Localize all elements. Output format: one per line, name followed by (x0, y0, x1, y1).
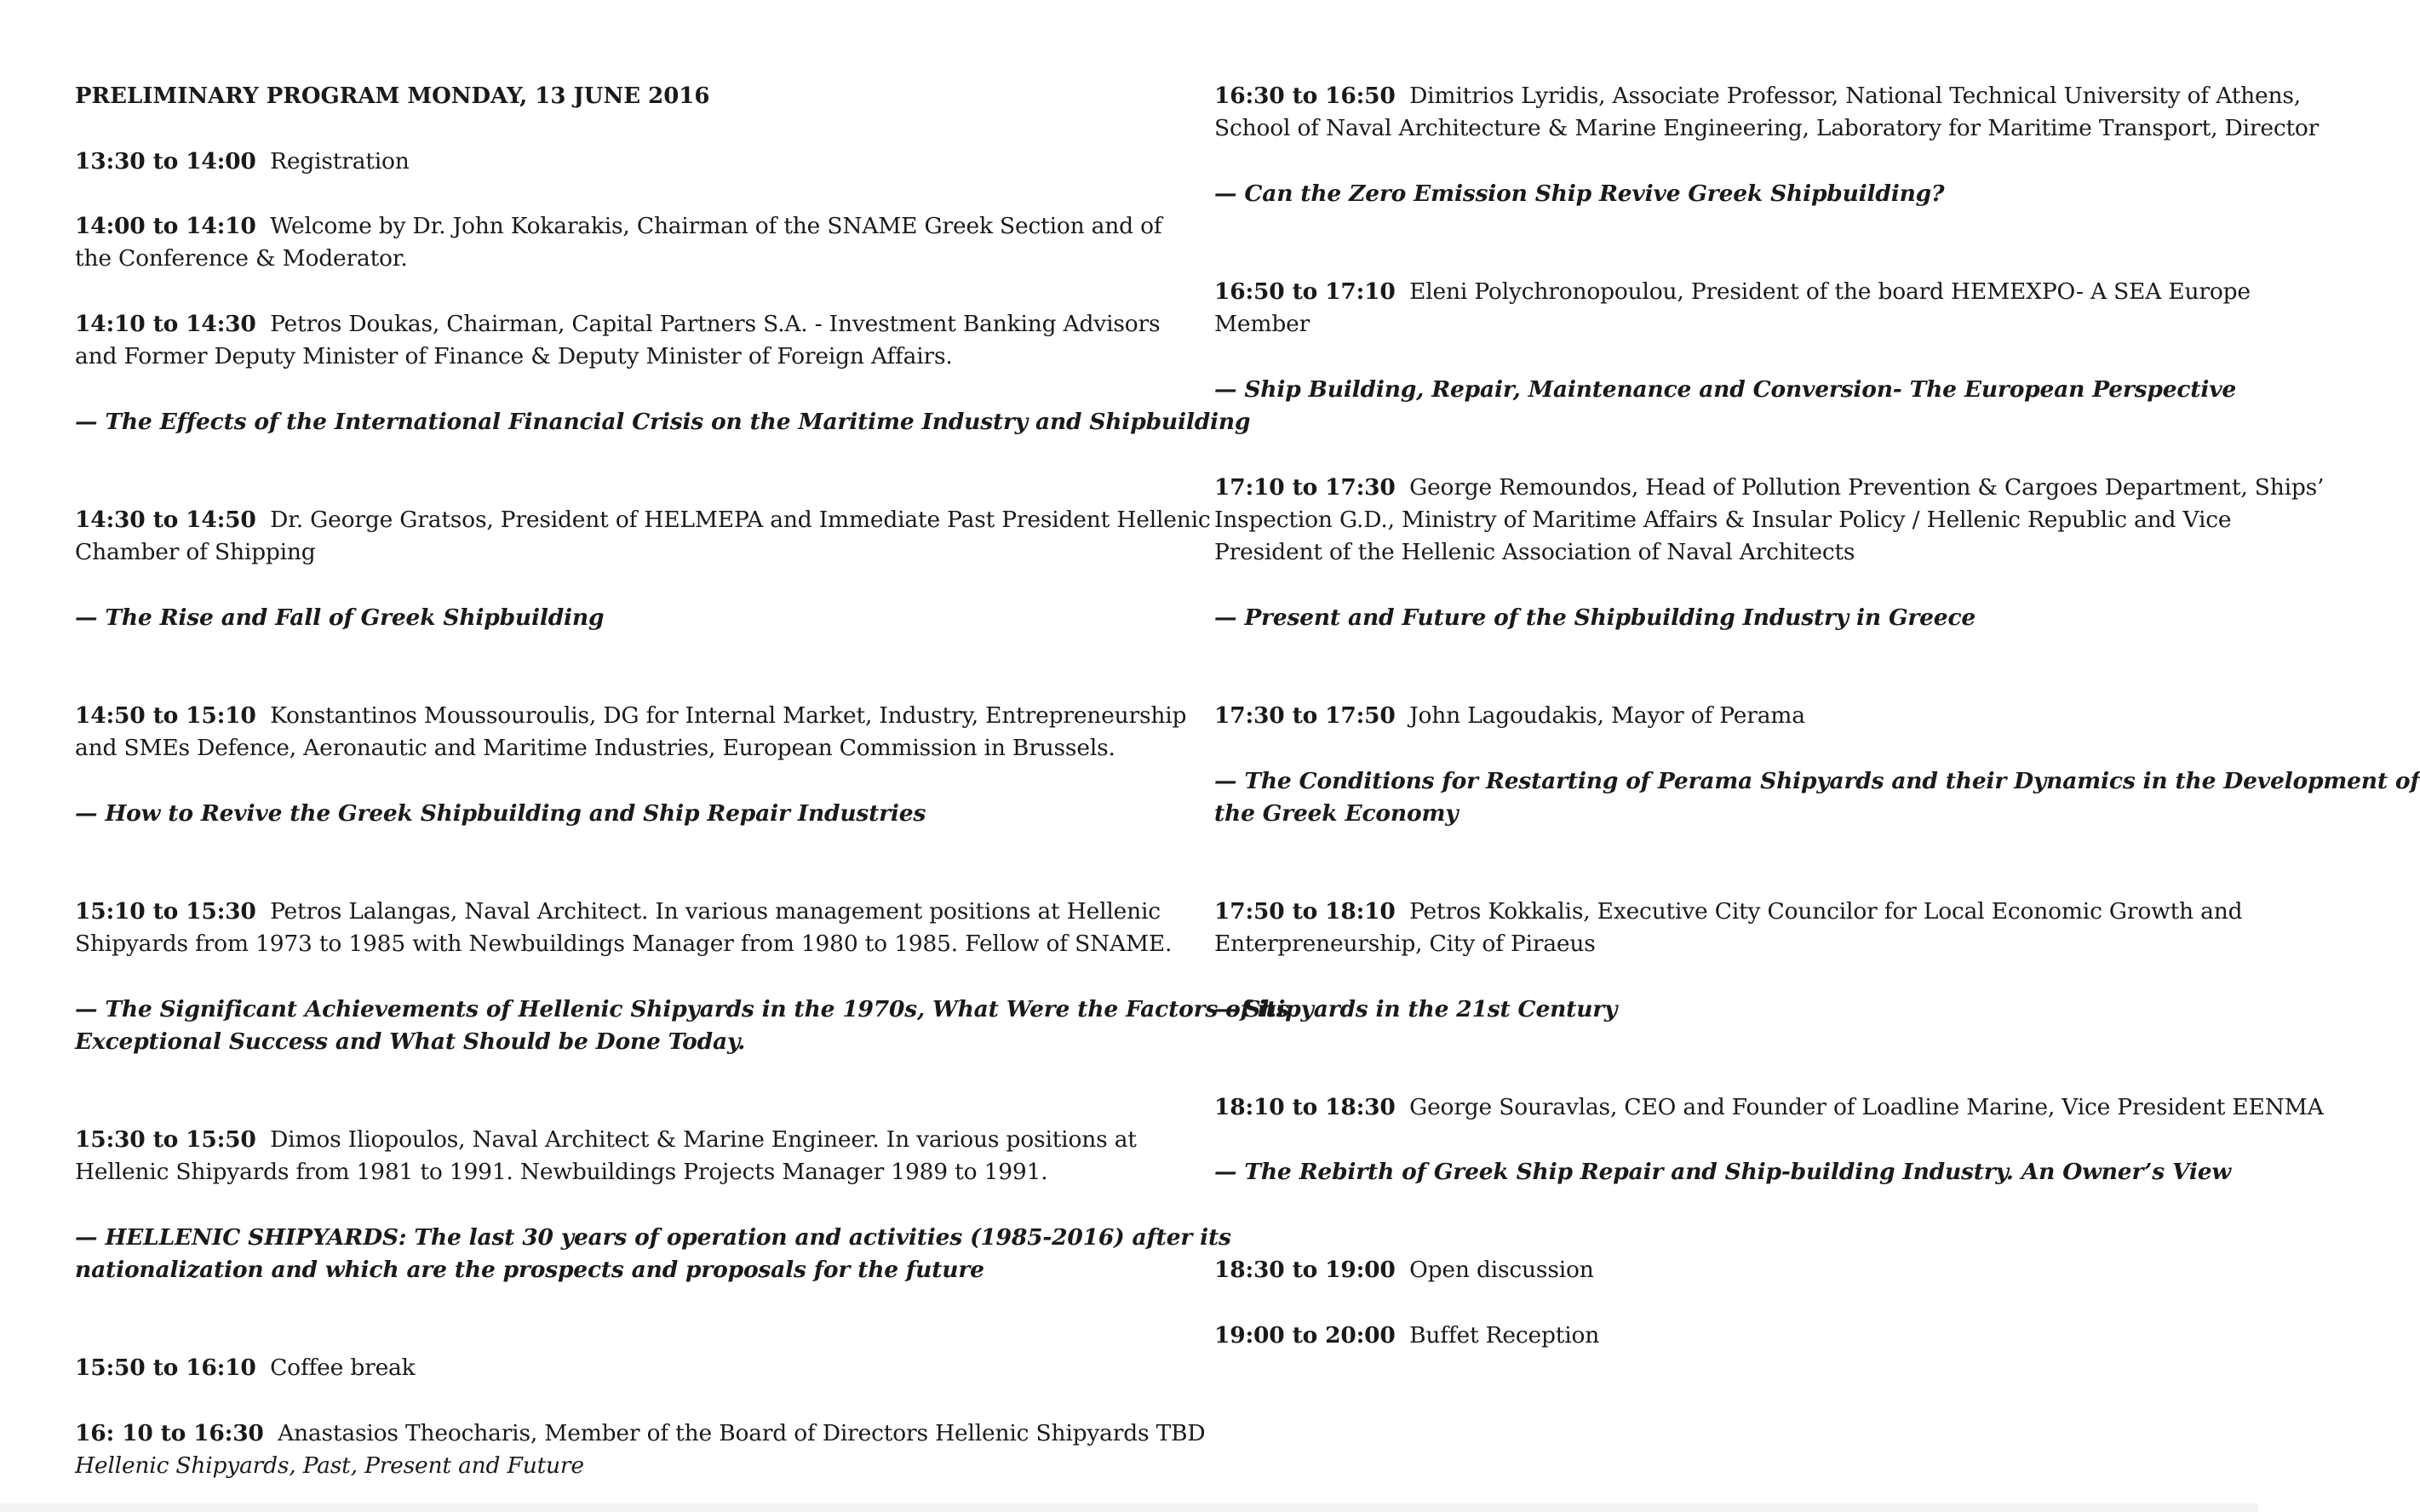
entry-time: 14:10 to 14:30 (75, 311, 256, 337)
entry-time: 16:30 to 16:50 (1214, 83, 1396, 109)
talk-title: — The Rise and Fall of Greek Shipbuilding (75, 604, 605, 631)
entry-description: Buffet Reception (1409, 1322, 1600, 1349)
entry-description: School of Naval Architecture & Marine Engineering, Laboratory for Maritime Transport, Director (1214, 115, 2320, 141)
talk-title: — The Rebirth of Greek Ship Repair and Ship-building Industry. An Owner’s View (1214, 1159, 2231, 1185)
entry-description: Open discussion (1409, 1257, 1594, 1283)
entry-time: 14:50 to 15:10 (75, 702, 256, 729)
entry-time: 17:50 to 18:10 (1214, 898, 1396, 925)
entry-description: the Conference & Moderator. (75, 245, 408, 272)
entry-description: Shipyards from 1973 to 1985 with Newbuildings Manager from 1980 to 1985. Fellow of SNAME. (75, 931, 1173, 957)
entry-description: Chamber of Shipping (75, 539, 316, 565)
entry-time: 16:50 to 17:10 (1214, 278, 1396, 305)
entry-description: and SMEs Defence, Aeronautic and Maritime Industries, European Commission in Brussels. (75, 735, 1115, 761)
talk-title: — The Effects of the International Financial Crisis on the Maritime Industry and Shipbuilding (75, 409, 1251, 435)
talk-title: — Can the Zero Emission Ship Revive Greek Shipbuilding? (1214, 180, 1945, 207)
entry-description: Member (1214, 311, 1310, 337)
talk-title: — Shipyards in the 21st Century (1214, 996, 1618, 1022)
entry-time: 14:00 to 14:10 (75, 213, 256, 239)
talk-title: nationalization and which are the prospects and proposals for the future (75, 1257, 984, 1283)
entry-time: 19:00 to 20:00 (1214, 1322, 1396, 1349)
entry-description: George Remoundos, Head of Pollution Prevention & Cargoes Department, Ships’ (1409, 474, 2325, 501)
talk-title: Exceptional Success and What Should be Done Today. (75, 1028, 746, 1055)
entry-time: 14:30 to 14:50 (75, 507, 256, 533)
entry-description: Welcome by Dr. John Kokarakis, Chairman of the SNAME Greek Section and of (270, 213, 1162, 239)
entry-description: Inspection G.D., Ministry of Maritime Affairs & Insular Policy / Hellenic Republic and Vice (1214, 507, 2232, 533)
entry-description: Dr. George Gratsos, President of HELMEPA and Immediate Past President Hellenic (270, 507, 1211, 533)
entry-description: Petros Lalangas, Naval Architect. In various management positions at Hellenic (270, 898, 1161, 925)
talk-title: — HELLENIC SHIPYARDS: The last 30 years of operation and activities (1985-2016) after its (75, 1224, 1231, 1251)
entry-time: 18:10 to 18:30 (1214, 1094, 1396, 1120)
entry-description: George Souravlas, CEO and Founder of Loadline Marine, Vice President EENMA (1409, 1094, 2324, 1120)
page-title: PRELIMINARY PROGRAM MONDAY, 13 JUNE 2016 (75, 83, 710, 109)
entry-description: John Lagoudakis, Mayor of Perama (1409, 702, 1805, 729)
talk-title: — The Conditions for Restarting of Perama Shipyards and their Dynamics in the Development of (1214, 768, 2420, 794)
talk-title: — The Significant Achievements of Hellenic Shipyards in the 1970s, What Were the Factors of its (75, 996, 1289, 1022)
entry-description: Petros Doukas, Chairman, Capital Partners S.A. - Investment Banking Advisors (270, 311, 1161, 337)
entry-time: 13:30 to 14:00 (75, 148, 256, 175)
talk-title: — Present and Future of the Shipbuilding Industry in Greece (1214, 604, 1976, 631)
entry-time: 15:50 to 16:10 (75, 1354, 256, 1381)
page-bottom-band (0, 1503, 2258, 1512)
entry-description: Registration (270, 148, 410, 175)
talk-title: the Greek Economy (1214, 800, 1459, 827)
talk-title: — How to Revive the Greek Shipbuilding and Ship Repair Industries (75, 800, 926, 827)
entry-description: Eleni Polychronopoulou, President of the board HEMEXPO- A SEA Europe (1409, 278, 2251, 305)
entry-time: 18:30 to 19:00 (1214, 1257, 1396, 1283)
entry-time: 16: 10 to 16:30 (75, 1420, 264, 1446)
entry-description: Coffee break (270, 1354, 416, 1381)
entry-description: Hellenic Shipyards from 1981 to 1991. Newbuildings Projects Manager 1989 to 1991. (75, 1159, 1048, 1185)
entry-time: 15:30 to 15:50 (75, 1126, 256, 1153)
entry-subtitle: Hellenic Shipyards, Past, Present and Future (75, 1452, 584, 1479)
entry-description: Dimos Iliopoulos, Naval Architect & Marine Engineer. In various positions at (270, 1126, 1137, 1153)
entry-description: Enterpreneurship, City of Piraeus (1214, 931, 1596, 957)
entry-description: President of the Hellenic Association of Naval Architects (1214, 539, 1855, 565)
talk-title: — Ship Building, Repair, Maintenance and Conversion- The European Perspective (1214, 376, 2237, 403)
entry-description: Petros Kokkalis, Executive City Councilor for Local Economic Growth and (1409, 898, 2243, 925)
entry-time: 15:10 to 15:30 (75, 898, 256, 925)
entry-time: 17:10 to 17:30 (1214, 474, 1396, 501)
entry-description: and Former Deputy Minister of Finance & Deputy Minister of Foreign Affairs. (75, 343, 953, 369)
entry-time: 17:30 to 17:50 (1214, 702, 1396, 729)
entry-description: Konstantinos Moussouroulis, DG for Internal Market, Industry, Entrepreneurship (270, 702, 1187, 729)
entry-description: Anastasios Theocharis, Member of the Board of Directors Hellenic Shipyards TBD (278, 1420, 1206, 1446)
entry-description: Dimitrios Lyridis, Associate Professor, National Technical University of Athens, (1409, 83, 2301, 109)
